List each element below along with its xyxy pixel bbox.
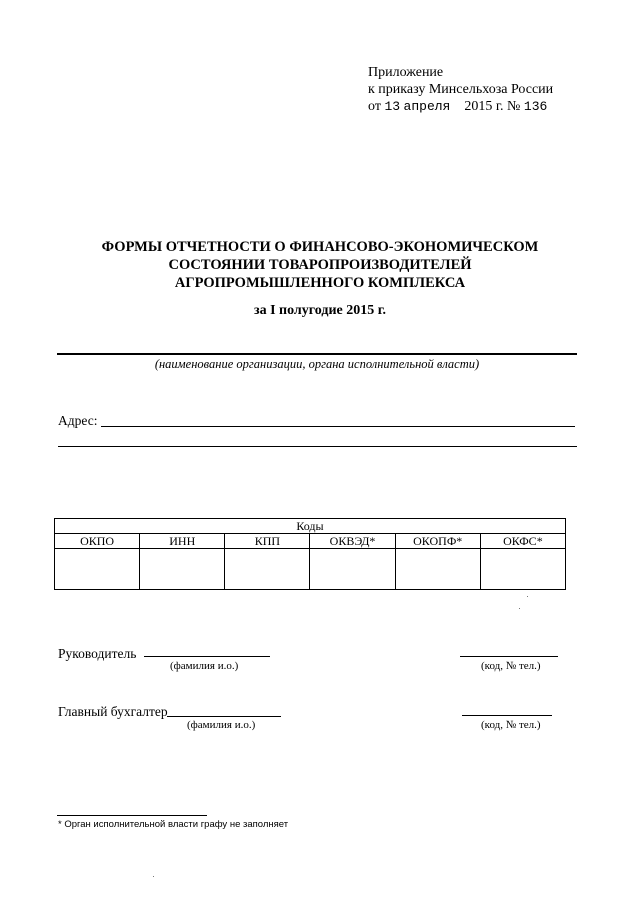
codes-column-okopf: ОКОПФ*: [395, 534, 480, 549]
codes-column-okved: ОКВЭД*: [310, 534, 395, 549]
scan-speck: [519, 608, 520, 609]
head-label: Руководитель: [58, 646, 137, 661]
attachment-day: 13: [384, 99, 401, 114]
scan-speck: [527, 596, 528, 597]
accountant-name-caption: (фамилия и.о.): [187, 719, 256, 731]
organization-caption: (наименование организации, органа исполнительной власти): [154, 357, 480, 371]
attachment-from-label: от: [368, 99, 381, 114]
code-cell-okved[interactable]: [310, 549, 395, 590]
code-cell-okfs[interactable]: [480, 549, 565, 590]
code-cell-kpp[interactable]: [225, 549, 310, 590]
attachment-order-reference: к приказу Минсельхоза России: [368, 82, 554, 97]
attachment-date-number: [368, 98, 547, 116]
code-cell-inn[interactable]: [140, 549, 225, 590]
address-underline-2: [58, 446, 577, 447]
codes-column-okpo: ОКПО: [55, 534, 140, 549]
organization-underline: [57, 353, 577, 355]
codes-table-header: Коды: [55, 519, 566, 534]
address-underline-1: [101, 426, 575, 427]
attachment-title: Приложение: [368, 65, 444, 80]
codes-column-okfs: ОКФС*: [480, 534, 565, 549]
attachment-year: 2015 г.: [464, 99, 504, 114]
address-field[interactable]: [103, 410, 573, 425]
codes-column-inn: ИНН: [140, 534, 225, 549]
codes-column-kpp: КПП: [225, 534, 310, 549]
attachment-number-label: №: [507, 99, 521, 114]
footnote-rule: [57, 815, 207, 816]
head-name-line[interactable]: [144, 656, 270, 657]
document-title-line-3: АГРОПРОМЫШЛЕННОГО КОМПЛЕКСА: [174, 275, 466, 291]
codes-table: [54, 518, 566, 590]
document-title-line-2: СОСТОЯНИИ ТОВАРОПРОИЗВОДИТЕЛЕЙ: [168, 257, 472, 273]
head-name-caption: (фамилия и.о.): [170, 660, 239, 672]
accountant-phone-caption: (код, № тел.): [481, 719, 541, 731]
organization-field[interactable]: [57, 334, 577, 352]
code-cell-okpo[interactable]: [55, 549, 140, 590]
head-phone-line[interactable]: [460, 656, 558, 657]
footnote: * Орган исполнительной власти графу не заполняет: [58, 819, 289, 830]
accountant-phone-line[interactable]: [462, 715, 552, 716]
address-label: Адрес:: [58, 413, 98, 428]
accountant-name-line[interactable]: [167, 716, 281, 717]
attachment-month: апреля: [403, 99, 451, 114]
document-title-line-1: ФОРМЫ ОТЧЕТНОСТИ О ФИНАНСОВО-ЭКОНОМИЧЕСКОМ: [101, 239, 539, 255]
head-phone-caption: (код, № тел.): [481, 660, 541, 672]
code-cell-okopf[interactable]: [395, 549, 480, 590]
scan-speck: [153, 876, 154, 877]
report-period: за I полугодие 2015 г.: [253, 303, 387, 318]
accountant-label: Главный бухгалтер: [58, 704, 168, 719]
attachment-number: 136: [523, 99, 548, 114]
